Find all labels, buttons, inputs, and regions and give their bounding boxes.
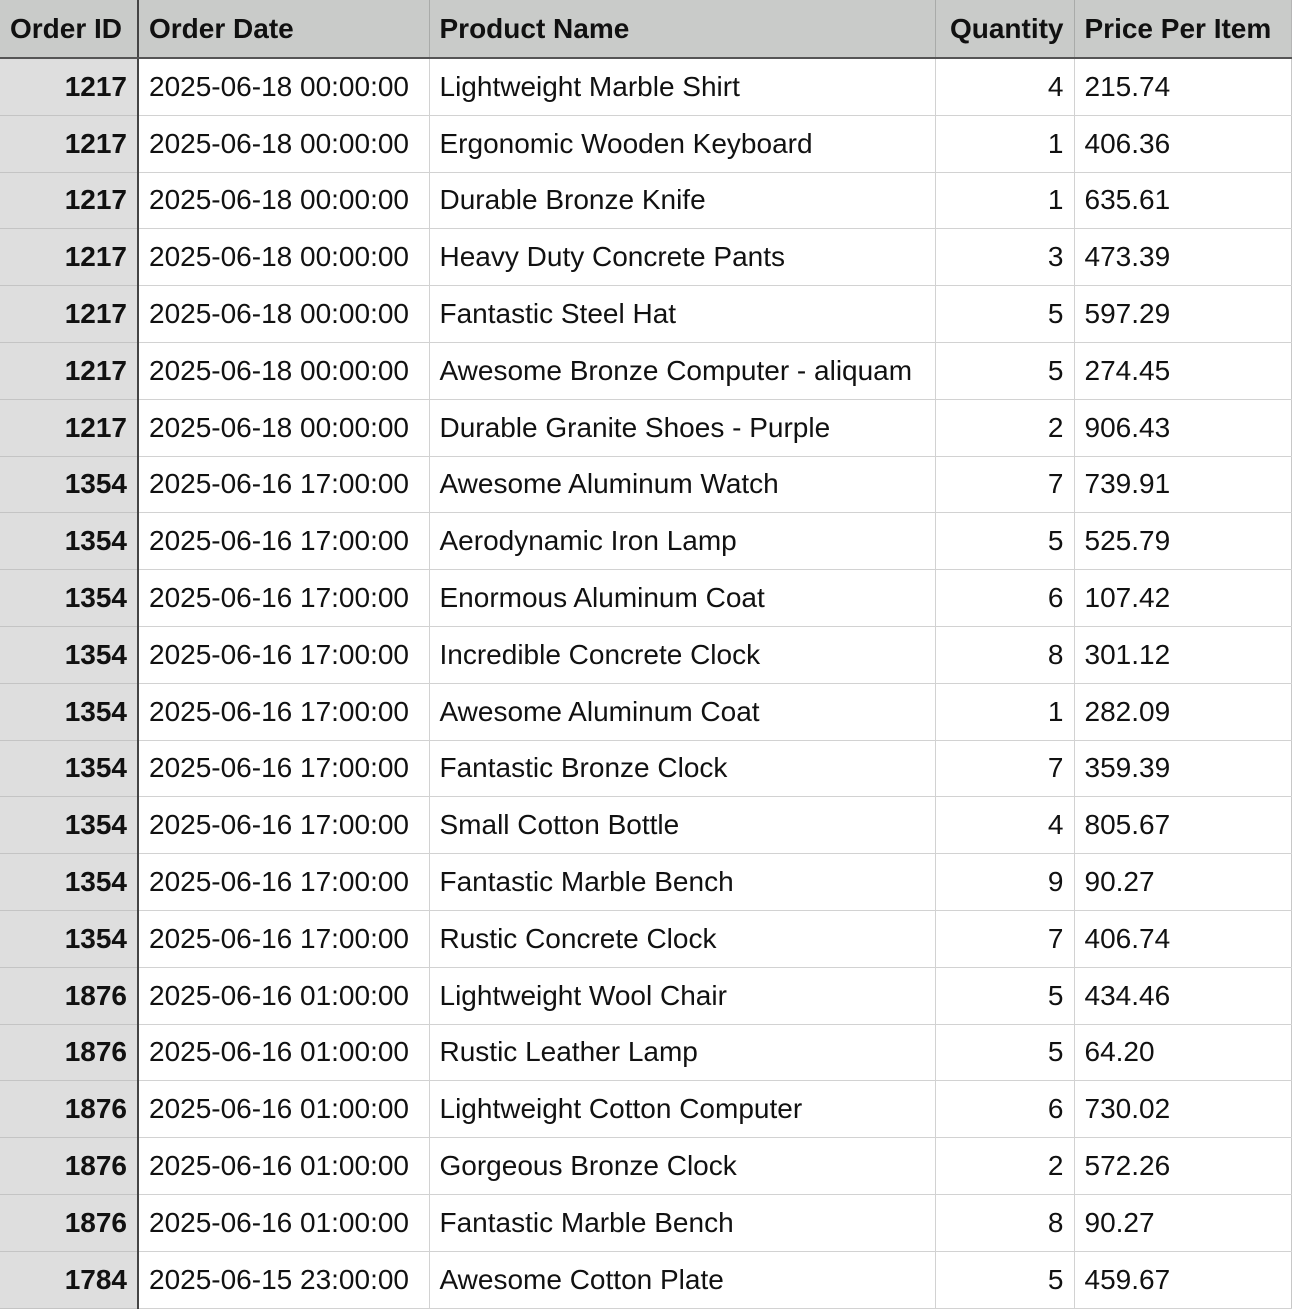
quantity-cell[interactable]: 5 <box>935 1251 1074 1308</box>
order-date-cell[interactable]: 2025-06-18 00:00:00 <box>138 172 429 229</box>
order-id-cell[interactable]: 1876 <box>0 1138 138 1195</box>
price-cell[interactable]: 434.46 <box>1074 967 1291 1024</box>
table-row <box>0 58 1291 115</box>
price-cell[interactable]: 107.42 <box>1074 570 1291 627</box>
order-id-cell[interactable]: 1876 <box>0 1081 138 1138</box>
quantity-cell[interactable]: 5 <box>935 513 1074 570</box>
price-cell[interactable]: 274.45 <box>1074 342 1291 399</box>
quantity-cell[interactable]: 2 <box>935 1138 1074 1195</box>
quantity-cell[interactable]: 1 <box>935 683 1074 740</box>
price-cell[interactable]: 215.74 <box>1074 58 1291 115</box>
table-row <box>0 626 1291 683</box>
quantity-cell[interactable]: 5 <box>935 1024 1074 1081</box>
product-name-cell[interactable]: Durable Bronze Knife <box>429 172 935 229</box>
order-id-cell[interactable]: 1217 <box>0 286 138 343</box>
price-cell[interactable]: 739.91 <box>1074 456 1291 513</box>
price-cell[interactable]: 597.29 <box>1074 286 1291 343</box>
order-date-cell[interactable]: 2025-06-16 01:00:00 <box>138 1194 429 1251</box>
price-cell[interactable]: 406.36 <box>1074 115 1291 172</box>
order-id-cell[interactable]: 1217 <box>0 229 138 286</box>
table-row <box>0 1194 1291 1251</box>
column-header-order-date[interactable]: Order Date <box>138 0 429 58</box>
price-cell[interactable]: 406.74 <box>1074 910 1291 967</box>
quantity-cell[interactable]: 1 <box>935 172 1074 229</box>
column-header-price-per-item[interactable]: Price Per Item <box>1074 0 1291 58</box>
quantity-cell[interactable]: 4 <box>935 58 1074 115</box>
product-name-cell[interactable]: Gorgeous Bronze Clock <box>429 1138 935 1195</box>
table-row <box>0 740 1291 797</box>
order-id-cell[interactable]: 1354 <box>0 570 138 627</box>
column-header-order-id[interactable]: Order ID <box>0 0 138 58</box>
order-date-cell[interactable]: 2025-06-16 01:00:00 <box>138 1081 429 1138</box>
table-row <box>0 456 1291 513</box>
product-name-cell[interactable]: Lightweight Wool Chair <box>429 967 935 1024</box>
product-name-cell[interactable]: Awesome Aluminum Watch <box>429 456 935 513</box>
table-row <box>0 570 1291 627</box>
product-name-cell[interactable]: Fantastic Marble Bench <box>429 1194 935 1251</box>
price-cell[interactable]: 64.20 <box>1074 1024 1291 1081</box>
order-date-cell[interactable]: 2025-06-18 00:00:00 <box>138 399 429 456</box>
order-date-cell[interactable]: 2025-06-18 00:00:00 <box>138 286 429 343</box>
quantity-cell[interactable]: 5 <box>935 967 1074 1024</box>
order-date-cell[interactable]: 2025-06-16 17:00:00 <box>138 683 429 740</box>
product-name-cell[interactable]: Ergonomic Wooden Keyboard <box>429 115 935 172</box>
product-name-cell[interactable]: Rustic Concrete Clock <box>429 910 935 967</box>
quantity-cell[interactable]: 8 <box>935 626 1074 683</box>
product-name-cell[interactable]: Fantastic Marble Bench <box>429 854 935 911</box>
order-date-cell[interactable]: 2025-06-15 23:00:00 <box>138 1251 429 1308</box>
order-date-cell[interactable]: 2025-06-18 00:00:00 <box>138 229 429 286</box>
table-row <box>0 910 1291 967</box>
table-row <box>0 1024 1291 1081</box>
order-id-cell[interactable]: 1217 <box>0 399 138 456</box>
order-date-cell[interactable]: 2025-06-18 00:00:00 <box>138 342 429 399</box>
quantity-cell[interactable]: 4 <box>935 797 1074 854</box>
price-cell[interactable]: 301.12 <box>1074 626 1291 683</box>
order-id-cell[interactable]: 1354 <box>0 626 138 683</box>
order-id-cell[interactable]: 1876 <box>0 1024 138 1081</box>
table-row <box>0 342 1291 399</box>
order-date-cell[interactable]: 2025-06-16 17:00:00 <box>138 456 429 513</box>
price-cell[interactable]: 359.39 <box>1074 740 1291 797</box>
order-date-cell[interactable]: 2025-06-16 17:00:00 <box>138 513 429 570</box>
order-id-cell[interactable]: 1876 <box>0 1194 138 1251</box>
quantity-cell[interactable]: 7 <box>935 910 1074 967</box>
product-name-cell[interactable]: Lightweight Marble Shirt <box>429 58 935 115</box>
price-cell[interactable]: 572.26 <box>1074 1138 1291 1195</box>
table-row <box>0 797 1291 854</box>
price-cell[interactable]: 90.27 <box>1074 854 1291 911</box>
quantity-cell[interactable]: 6 <box>935 1081 1074 1138</box>
table-row <box>0 229 1291 286</box>
price-cell[interactable]: 635.61 <box>1074 172 1291 229</box>
order-id-cell[interactable]: 1354 <box>0 456 138 513</box>
quantity-cell[interactable]: 5 <box>935 342 1074 399</box>
order-id-cell[interactable]: 1784 <box>0 1251 138 1308</box>
quantity-cell[interactable]: 8 <box>935 1194 1074 1251</box>
product-name-cell[interactable]: Fantastic Bronze Clock <box>429 740 935 797</box>
table-row <box>0 399 1291 456</box>
order-id-cell[interactable]: 1354 <box>0 910 138 967</box>
price-cell[interactable]: 906.43 <box>1074 399 1291 456</box>
table-row <box>0 1081 1291 1138</box>
order-id-cell[interactable]: 1217 <box>0 58 138 115</box>
table-row <box>0 286 1291 343</box>
table-header <box>0 0 1291 58</box>
table-row <box>0 115 1291 172</box>
order-date-cell[interactable]: 2025-06-16 01:00:00 <box>138 967 429 1024</box>
product-name-cell[interactable]: Awesome Bronze Computer - aliquam <box>429 342 935 399</box>
order-date-cell[interactable]: 2025-06-16 17:00:00 <box>138 740 429 797</box>
price-cell[interactable]: 282.09 <box>1074 683 1291 740</box>
order-id-cell[interactable]: 1354 <box>0 513 138 570</box>
product-name-cell[interactable]: Awesome Aluminum Coat <box>429 683 935 740</box>
price-cell[interactable]: 525.79 <box>1074 513 1291 570</box>
table-row <box>0 1251 1291 1308</box>
order-id-cell[interactable]: 1354 <box>0 797 138 854</box>
price-cell[interactable]: 730.02 <box>1074 1081 1291 1138</box>
order-date-cell[interactable]: 2025-06-16 17:00:00 <box>138 854 429 911</box>
product-name-cell[interactable]: Incredible Concrete Clock <box>429 626 935 683</box>
table-row <box>0 172 1291 229</box>
order-id-cell[interactable]: 1354 <box>0 740 138 797</box>
order-date-cell[interactable]: 2025-06-18 00:00:00 <box>138 115 429 172</box>
order-id-cell[interactable]: 1217 <box>0 172 138 229</box>
header-row <box>0 0 1291 58</box>
price-cell[interactable]: 90.27 <box>1074 1194 1291 1251</box>
price-cell[interactable]: 805.67 <box>1074 797 1291 854</box>
quantity-cell[interactable]: 7 <box>935 740 1074 797</box>
order-id-cell[interactable]: 1217 <box>0 342 138 399</box>
product-name-cell[interactable]: Heavy Duty Concrete Pants <box>429 229 935 286</box>
table-row <box>0 854 1291 911</box>
product-name-cell[interactable]: Small Cotton Bottle <box>429 797 935 854</box>
quantity-cell[interactable]: 5 <box>935 286 1074 343</box>
order-date-cell[interactable]: 2025-06-18 00:00:00 <box>138 58 429 115</box>
order-date-cell[interactable]: 2025-06-16 17:00:00 <box>138 570 429 627</box>
order-date-cell[interactable]: 2025-06-16 01:00:00 <box>138 1024 429 1081</box>
order-id-cell[interactable]: 1354 <box>0 854 138 911</box>
product-name-cell[interactable]: Aerodynamic Iron Lamp <box>429 513 935 570</box>
quantity-cell[interactable]: 7 <box>935 456 1074 513</box>
order-id-cell[interactable]: 1217 <box>0 115 138 172</box>
order-date-cell[interactable]: 2025-06-16 17:00:00 <box>138 626 429 683</box>
quantity-cell[interactable]: 6 <box>935 570 1074 627</box>
table-row <box>0 1138 1291 1195</box>
table-row <box>0 683 1291 740</box>
product-name-cell[interactable]: Rustic Leather Lamp <box>429 1024 935 1081</box>
order-id-cell[interactable]: 1876 <box>0 967 138 1024</box>
quantity-cell[interactable]: 3 <box>935 229 1074 286</box>
column-header-product-name[interactable]: Product Name <box>429 0 935 58</box>
table-row <box>0 967 1291 1024</box>
product-name-cell[interactable]: Enormous Aluminum Coat <box>429 570 935 627</box>
column-header-quantity[interactable]: Quantity <box>935 0 1074 58</box>
product-name-cell[interactable]: Awesome Cotton Plate <box>429 1251 935 1308</box>
table-body <box>0 58 1291 1308</box>
order-date-cell[interactable]: 2025-06-16 17:00:00 <box>138 797 429 854</box>
price-cell[interactable]: 473.39 <box>1074 229 1291 286</box>
product-name-cell[interactable]: Fantastic Steel Hat <box>429 286 935 343</box>
order-date-cell[interactable]: 2025-06-16 01:00:00 <box>138 1138 429 1195</box>
order-date-cell[interactable]: 2025-06-16 17:00:00 <box>138 910 429 967</box>
quantity-cell[interactable]: 1 <box>935 115 1074 172</box>
table-row <box>0 513 1291 570</box>
price-cell[interactable]: 459.67 <box>1074 1251 1291 1308</box>
product-name-cell[interactable]: Lightweight Cotton Computer <box>429 1081 935 1138</box>
order-id-cell[interactable]: 1354 <box>0 683 138 740</box>
product-name-cell[interactable]: Durable Granite Shoes - Purple <box>429 399 935 456</box>
quantity-cell[interactable]: 9 <box>935 854 1074 911</box>
quantity-cell[interactable]: 2 <box>935 399 1074 456</box>
